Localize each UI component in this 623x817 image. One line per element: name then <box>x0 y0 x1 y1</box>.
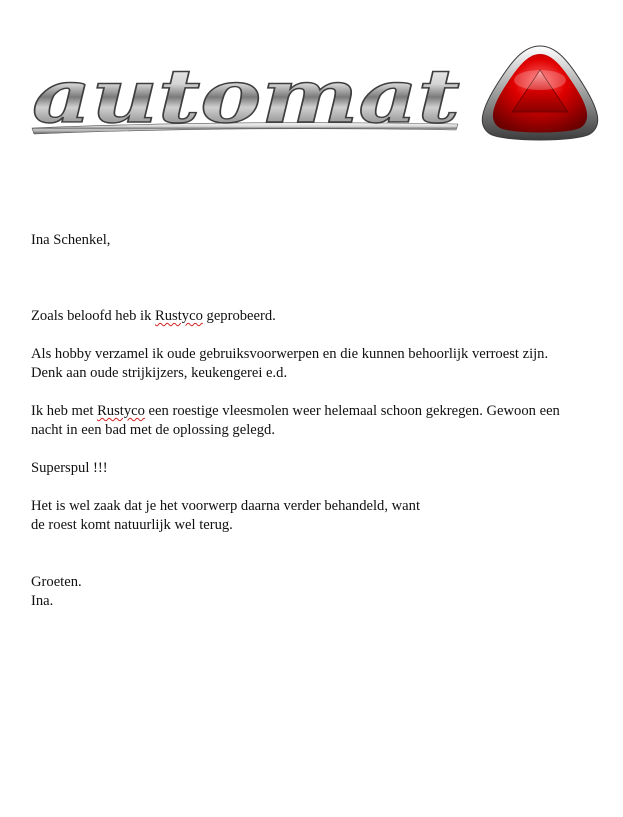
paragraph-result-line-1: Ik heb met Rustyco een roestige vleesmolen weer helemaal schoon gekregen. Gewoon een <box>31 403 560 419</box>
paragraph-advice-line-2: de roest komt natuurlijk wel terug. <box>31 517 233 533</box>
closing: Groeten. <box>31 574 82 590</box>
salutation: Ina Schenkel, <box>31 232 111 248</box>
logo-wordmark: automat <box>32 54 460 140</box>
product-name: Rustyco <box>97 403 145 419</box>
letterhead <box>28 40 608 150</box>
paragraph-tried: Zoals beloofd heb ik Rustyco geprobeerd. <box>31 308 276 324</box>
product-name: Rustyco <box>155 308 203 324</box>
exclamation: Superspul !!! <box>31 460 108 476</box>
paragraph-result-line-2: nacht in een bad met de oplossing gelegd. <box>31 422 275 438</box>
paragraph-advice-line-1: Het is wel zaak dat je het voorwerp daarna verder behandeld, want <box>31 498 420 514</box>
automat-logo <box>28 40 608 150</box>
signature: Ina. <box>31 593 54 609</box>
letter-body <box>31 231 591 611</box>
automat-emblem-icon <box>482 46 597 140</box>
paragraph-hobby-line-1: Als hobby verzamel ik oude gebruiksvoorwerpen en die kunnen behoorlijk verroest zijn. <box>31 346 549 362</box>
paragraph-hobby-line-2: Denk aan oude strijkijzers, keukengerei e.d. <box>31 365 288 381</box>
